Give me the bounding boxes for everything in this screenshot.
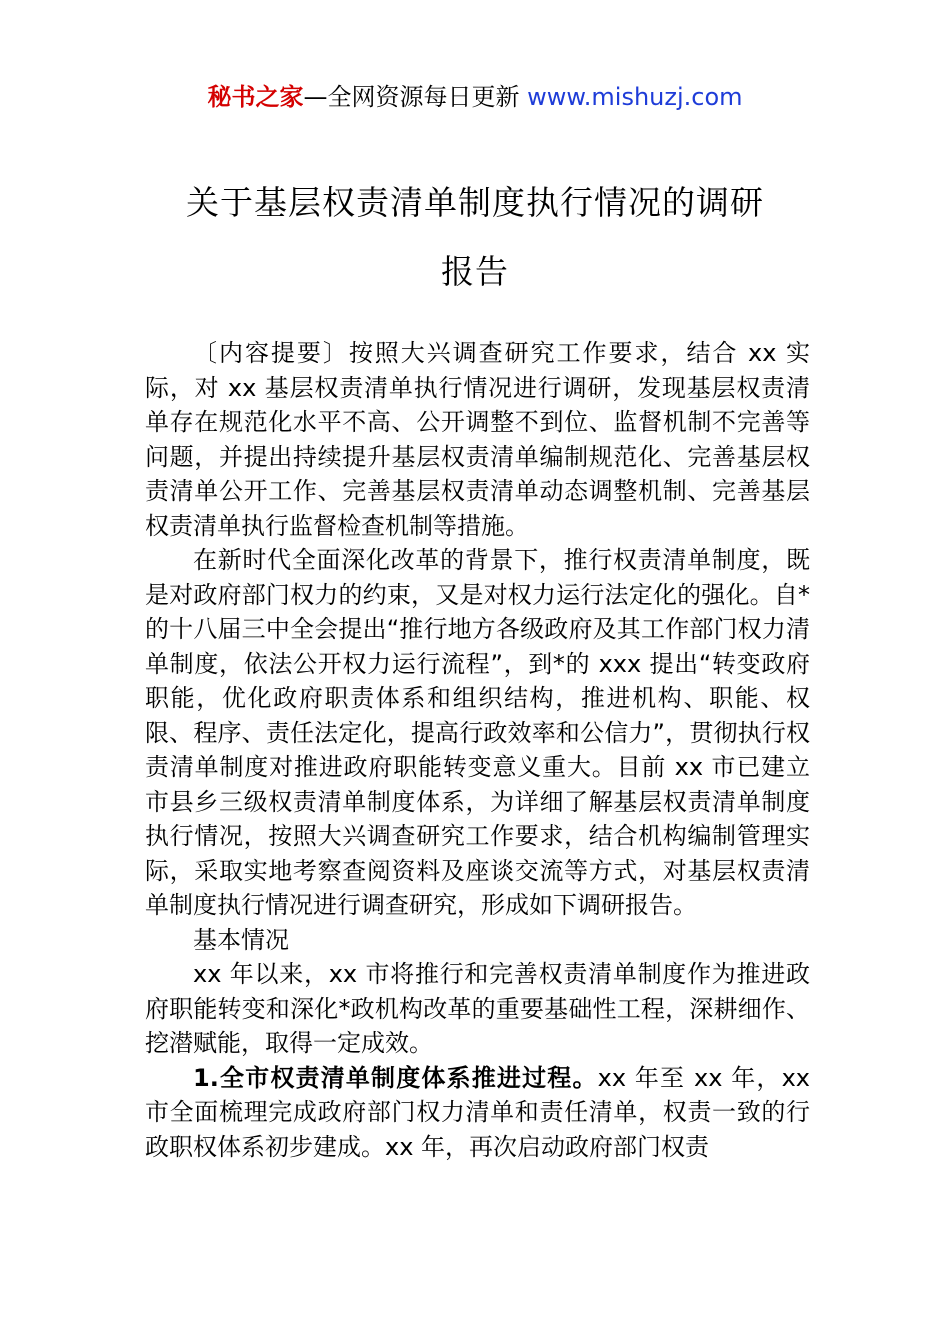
section1-paragraph xyxy=(145,1061,810,1165)
background-paragraph: 在新时代全面深化改革的背景下，推行权责清单制度，既是对政府部门权力的约束，又是对权力运行法定化的强化。自*的十八届三中全会提出“推行地方各级政府及其工作部门权力清单制度，依法公开权力运行流程”，到*的 xxx 提出“转变政府职能，优化政府职责体系和组织结构，推进机构、职能、权限、程序、责任法定化，提高行政效率和公信力”，贯彻执行权责清单制度对推进政府职能转变意义重大。目前 xx 市已建立市县乡三级权责清单制度体系，为详细了解基层权责清单制度执行情况，按照大兴调查研究工作要求，结合机构编制管理实际，采取实地考察查阅资料及座谈交流等方式，对基层权责清单制度执行情况进行调查研究，形成如下调研报告。 xyxy=(145,546,810,919)
section1-text: xx 年至 xx 年，xx 市全面梳理完成政府部门权力清单和责任清单，权责一致的行政职权体系初步建成。xx 年，再次启动政府部门权责 xyxy=(145,1063,810,1161)
site-url-link[interactable]: www.mishuzj.com xyxy=(527,83,743,111)
document-body xyxy=(145,336,810,1164)
section-heading-basic-situation: 基本情况 xyxy=(193,925,289,954)
abstract-paragraph: 〔内容提要〕按照大兴调查研究工作要求，结合 xx 实际，对 xx 基层权责清单执行情况进行调研，发现基层权责清单存在规范化水平不高、公开调整不到位、监督机制不完善等问题，并提出持续提升基层权责清单编制规范化、完善基层权责清单公开工作、完善基层权责清单动态调整机制、完善基层权责清单执行监督检查机制等措施。 xyxy=(145,339,810,540)
document-title-line-1: 关于基层权责清单制度执行情况的调研 xyxy=(186,183,764,222)
site-header xyxy=(0,80,950,114)
section1-heading: 1.全市权责清单制度体系推进过程。 xyxy=(193,1063,598,1092)
header-slogan: —全网资源每日更新 xyxy=(303,83,528,111)
basic-situation-paragraph: xx 年以来，xx 市将推行和完善权责清单制度作为推进政府职能转变和深化*政机构改革的重要基础性工程，深耕细作、挖潜赋能，取得一定成效。 xyxy=(145,960,810,1057)
brand-name: 秘书之家 xyxy=(207,83,304,111)
document-title-line-2: 报告 xyxy=(441,252,509,291)
